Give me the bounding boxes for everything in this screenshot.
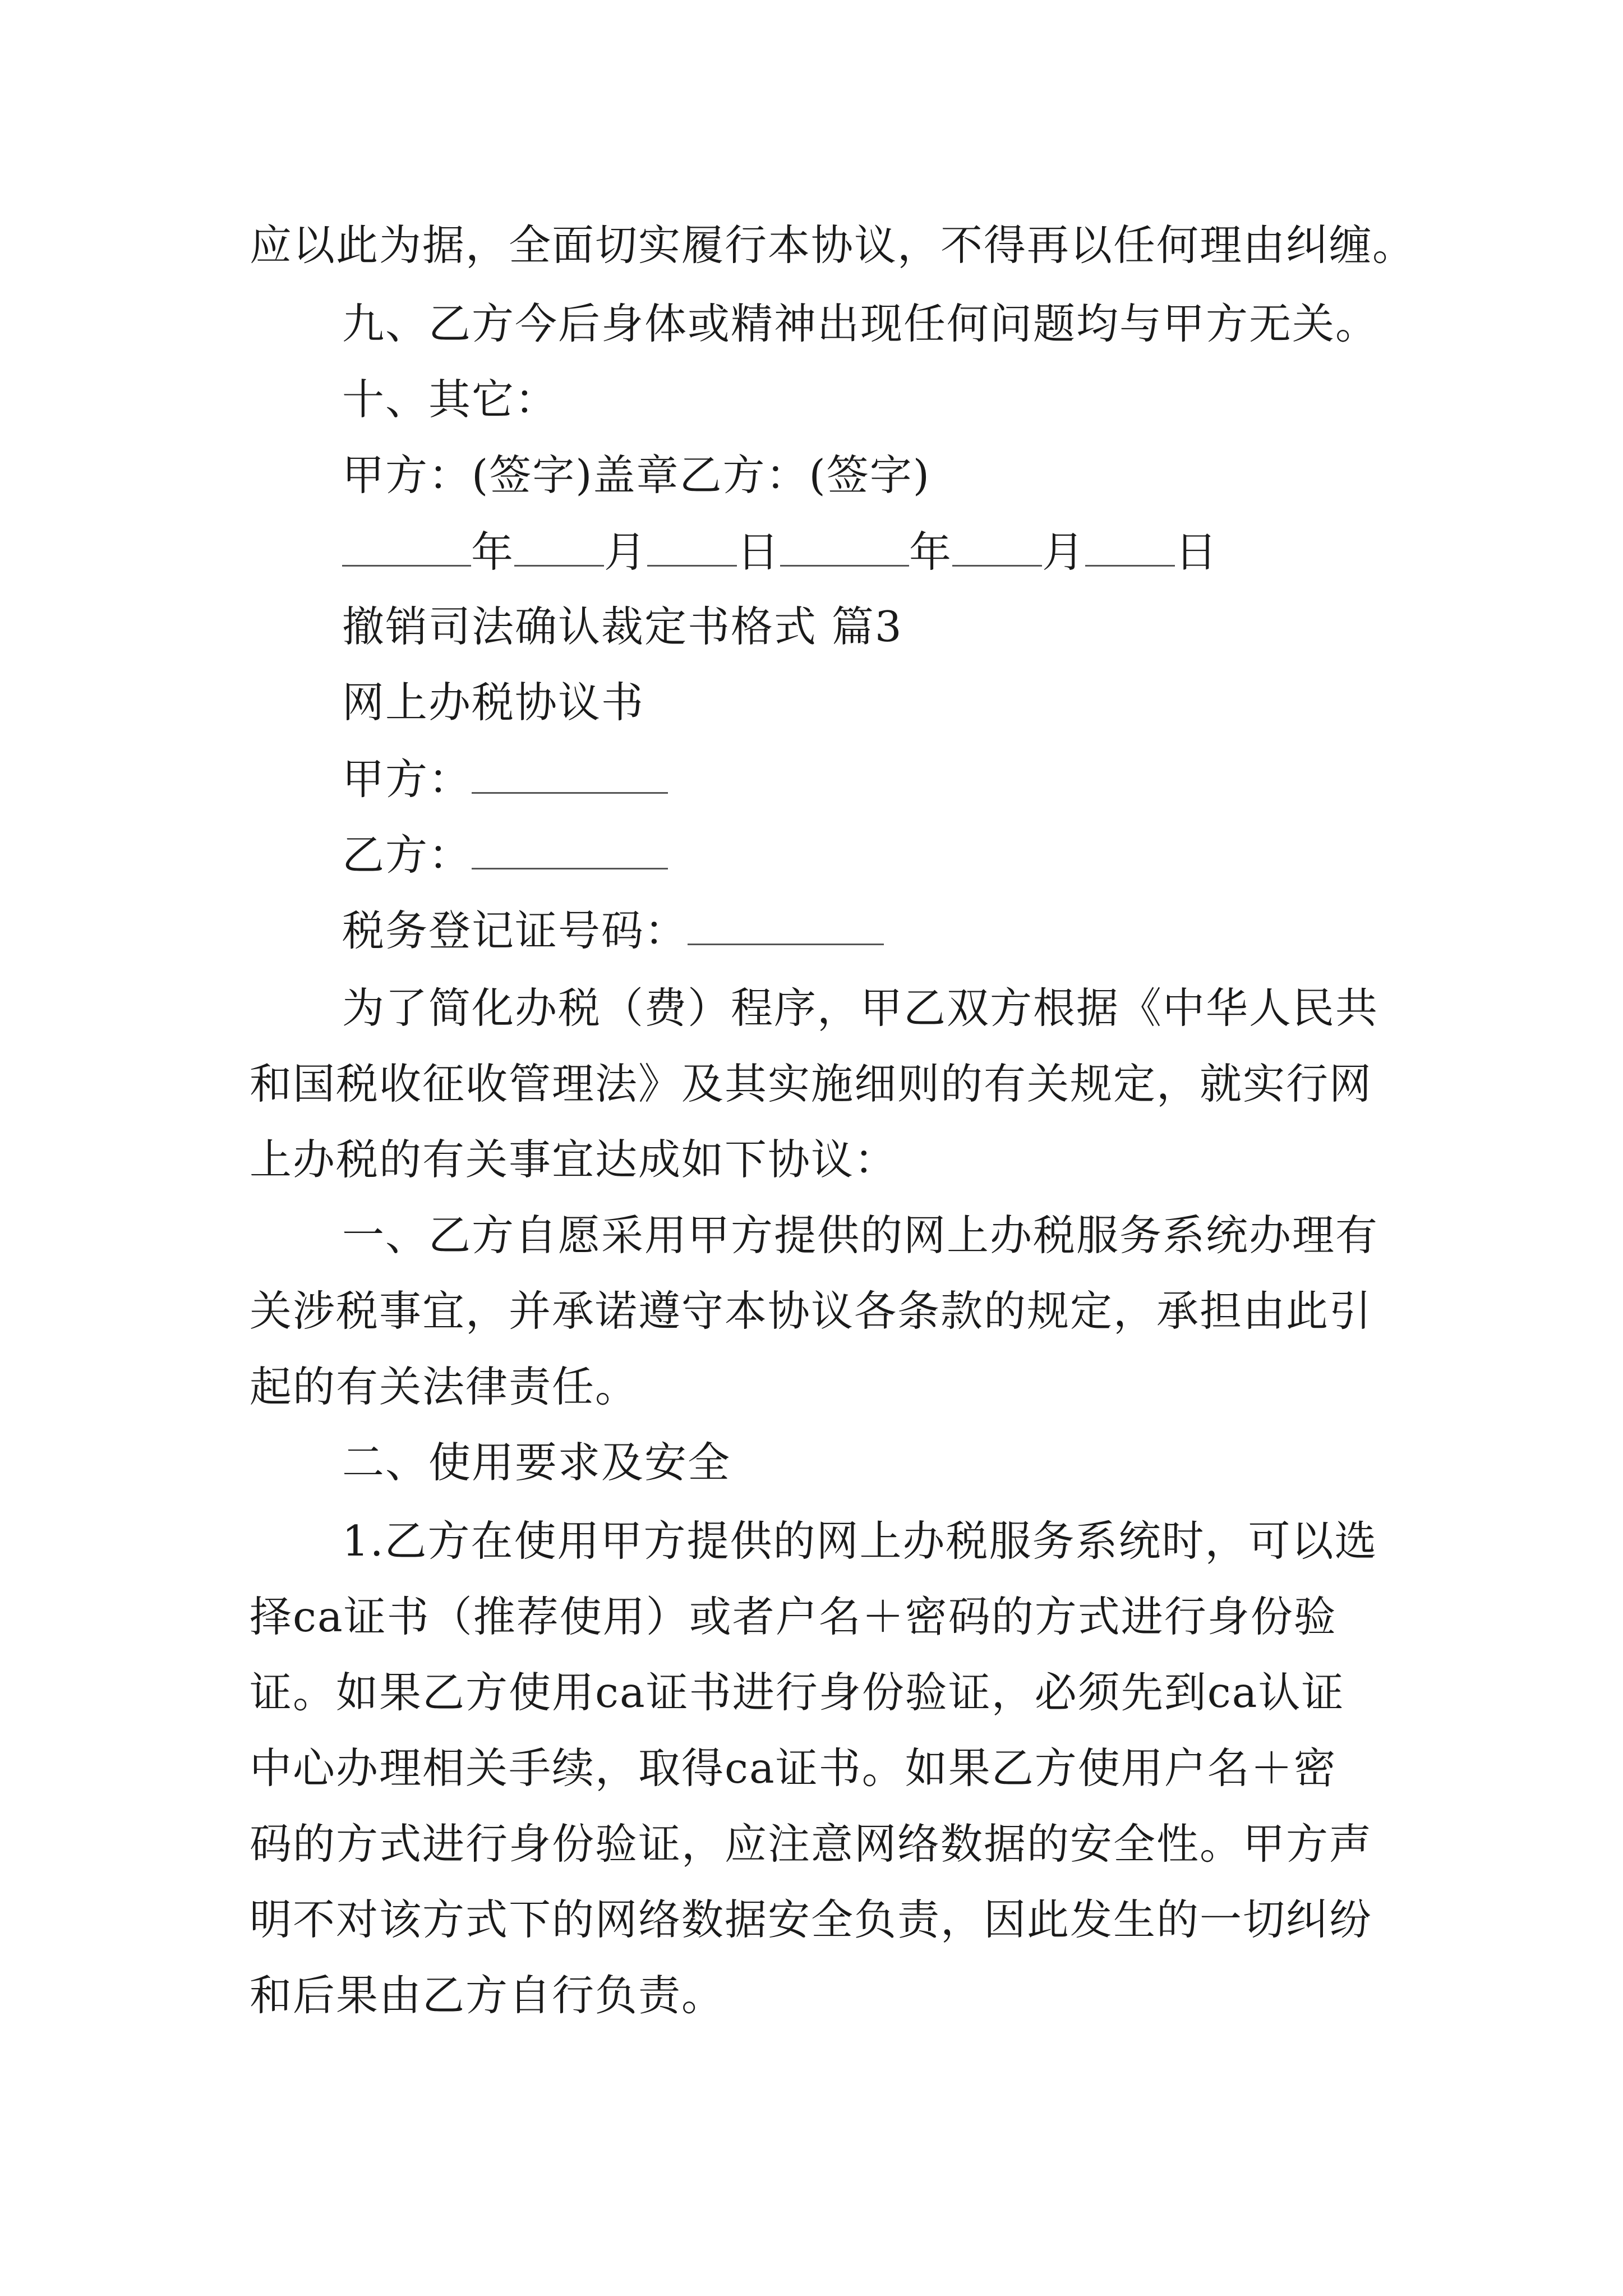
- paragraph-line: 和国税收征收管理法》及其实施细则的有关规定，就实行网: [250, 1059, 1373, 1108]
- signature-line: 甲方：(签字)盖章乙方：(签字): [342, 450, 931, 500]
- paragraph-line: 上办税的有关事宜达成如下协议：: [250, 1135, 898, 1184]
- date-blank: [342, 530, 471, 567]
- section-heading: 撤销司法确认裁定书格式 篇3: [342, 602, 903, 651]
- date-day-label: 日: [1175, 527, 1219, 577]
- date-blank: [647, 530, 737, 567]
- date-month-label: 月: [604, 527, 648, 577]
- date-blank: [952, 530, 1042, 567]
- paragraph-line: 明不对该方式下的网络数据安全负责，因此发生的一切纠纷: [250, 1895, 1373, 1944]
- date-month-label: 月: [1042, 527, 1086, 577]
- party-a-field: [342, 754, 668, 804]
- paragraph-line: 一、乙方自愿采用甲方提供的网上办税服务系统办理有: [342, 1211, 1379, 1260]
- date-year-label: 年: [909, 527, 953, 577]
- party-b-label: 乙方：: [342, 830, 472, 880]
- tax-registration-label: 税务登记证号码：: [342, 906, 688, 955]
- clause-ten-heading: 十、其它：: [342, 375, 559, 424]
- party-b-field: [342, 830, 668, 880]
- paragraph-line: 中心办理相关手续，取得ca证书。如果乙方使用户名＋密: [250, 1743, 1337, 1793]
- paragraph-line: 1.乙方在使用甲方提供的网上办税服务系统时，可以选: [342, 1516, 1378, 1566]
- paragraph-line: 择ca证书（推荐使用）或者户名＋密码的方式进行身份验: [250, 1592, 1337, 1641]
- date-year-label: 年: [471, 527, 515, 577]
- date-blank: [514, 530, 604, 567]
- document-title: 网上办税协议书: [342, 678, 645, 727]
- paragraph-line: 和后果由乙方自行负责。: [250, 1971, 725, 2020]
- paragraph-line: 证。如果乙方使用ca证书进行身份验证，必须先到ca认证: [250, 1668, 1345, 1717]
- paragraph-line: 码的方式进行身份验证，应注意网络数据的安全性。甲方声: [250, 1819, 1373, 1869]
- paragraph-line: 关涉税事宜，并承诺遵守本协议各条款的规定，承担由此引: [250, 1286, 1373, 1336]
- party-a-blank: [472, 757, 668, 794]
- tax-registration-field: [342, 906, 884, 955]
- party-b-blank: [472, 833, 668, 869]
- section-heading: 二、使用要求及安全: [342, 1438, 731, 1487]
- paragraph-line: 起的有关法律责任。: [250, 1362, 639, 1411]
- clause-nine: 九、乙方今后身体或精神出现任何问题均与甲方无关。: [342, 299, 1379, 348]
- party-a-label: 甲方：: [342, 754, 472, 804]
- date-blank: [1085, 530, 1175, 567]
- date-blank: [780, 530, 909, 567]
- tax-registration-blank: [688, 909, 884, 945]
- paragraph-line: 为了简化办税（费）程序，甲乙双方根据《中华人民共: [342, 983, 1379, 1033]
- date-day-label: 日: [737, 527, 781, 577]
- date-line: [342, 527, 1219, 577]
- paragraph-line: 应以此为据，全面切实履行本协议，不得再以任何理由纠缠。: [250, 220, 1416, 270]
